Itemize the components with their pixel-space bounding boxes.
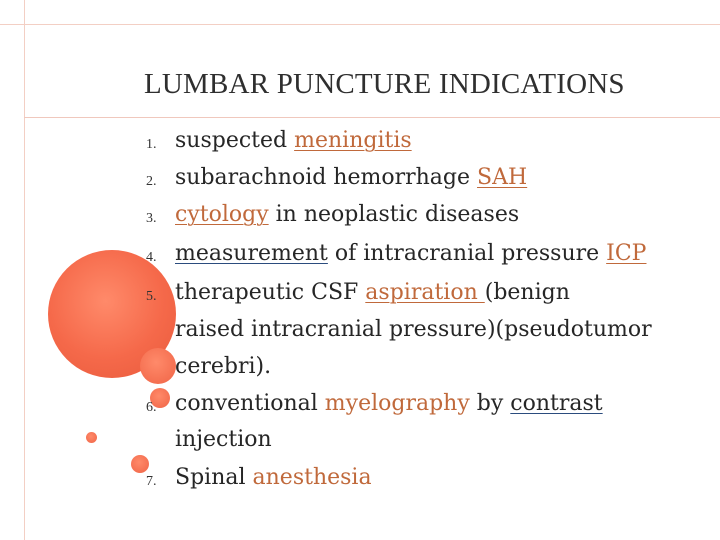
item-text: of intracranial pressure: [327, 241, 607, 266]
list-item: [175, 165, 527, 190]
list-number: 3.: [146, 211, 157, 226]
term-text: anesthesia: [252, 465, 372, 490]
list-item: [175, 202, 519, 227]
term-text: myelography: [324, 391, 470, 416]
term-link[interactable]: meningitis: [294, 128, 412, 153]
item-text: subarachnoid hemorrhage: [175, 165, 478, 190]
list-item-continuation: injection: [175, 427, 272, 452]
item-text: therapeutic CSF: [175, 280, 366, 305]
item-text: conventional: [175, 391, 325, 416]
list-item: [175, 280, 570, 305]
item-text: suspected: [175, 128, 295, 153]
list-number: 7.: [146, 474, 157, 489]
list-number: 6.: [146, 400, 157, 415]
item-text: (benign: [484, 280, 570, 305]
item-text: Spinal: [175, 465, 253, 490]
list-item: [175, 241, 646, 266]
list-item-continuation: cerebri).: [175, 354, 272, 379]
list-item: [175, 391, 603, 416]
list-number: 1.: [146, 137, 157, 152]
item-text: by: [469, 391, 511, 416]
list-number: 5.: [146, 289, 157, 304]
item-text: in neoplastic diseases: [268, 202, 520, 227]
list-number: 4.: [146, 250, 157, 265]
list-number: 2.: [146, 174, 157, 189]
list-item-continuation: raised intracranial pressure)(pseudotumor: [175, 317, 652, 342]
slide-title: LUMBAR PUNCTURE INDICATIONS: [144, 68, 625, 100]
term-link[interactable]: cytology: [175, 202, 269, 227]
term-link[interactable]: contrast: [510, 391, 603, 416]
term-link[interactable]: ICP: [606, 241, 647, 266]
term-link[interactable]: aspiration: [365, 280, 485, 305]
list-item: [175, 465, 372, 490]
list-item: [175, 128, 412, 153]
term-link[interactable]: measurement: [175, 241, 328, 266]
term-link[interactable]: SAH: [477, 165, 528, 190]
